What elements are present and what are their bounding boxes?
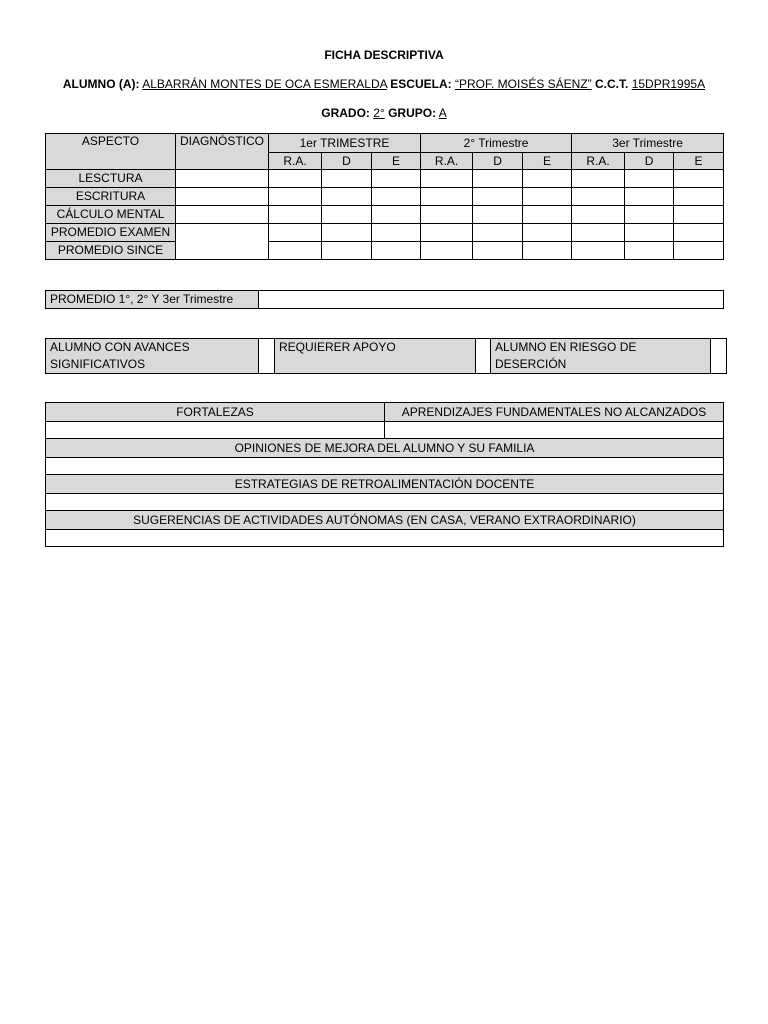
table-row bbox=[46, 188, 724, 206]
cct-label: C.C.T. bbox=[595, 77, 629, 91]
header-trimestre-2: 2° Trimestre bbox=[421, 134, 572, 153]
table-cell[interactable] bbox=[674, 242, 724, 260]
table-cell[interactable] bbox=[625, 224, 674, 242]
fortalezas-cell[interactable] bbox=[46, 422, 385, 439]
subheader-e: E bbox=[372, 153, 421, 170]
subheader-d: D bbox=[625, 153, 674, 170]
opiniones-cell[interactable] bbox=[46, 458, 724, 475]
header-aspecto: ASPECTO bbox=[46, 134, 176, 170]
table-cell[interactable] bbox=[421, 224, 473, 242]
row-label: PROMEDIO SINCE bbox=[46, 242, 176, 260]
aprendizajes-header: APRENDIZAJES FUNDAMENTALES NO ALCANZADOS bbox=[385, 403, 724, 422]
sugerencias-header: SUGERENCIAS DE ACTIVIDADES AUTÓNOMAS (EN CASA, VERANO EXTRAORDINARIO) bbox=[46, 511, 724, 530]
subheader-ra: R.A. bbox=[421, 153, 473, 170]
table-cell[interactable] bbox=[372, 224, 421, 242]
grupo-value: A bbox=[438, 106, 447, 120]
table-cell[interactable] bbox=[322, 170, 372, 188]
alumno-label: ALUMNO (A): bbox=[62, 77, 140, 91]
status-riesgo: ALUMNO EN RIESGO DE DESERCIÓN bbox=[491, 339, 711, 374]
table-cell[interactable] bbox=[421, 170, 473, 188]
table-cell[interactable] bbox=[176, 188, 269, 206]
table-cell[interactable] bbox=[473, 170, 523, 188]
table-cell[interactable] bbox=[269, 224, 322, 242]
table-cell[interactable] bbox=[572, 170, 625, 188]
table-cell[interactable] bbox=[473, 188, 523, 206]
table-cell[interactable] bbox=[421, 242, 473, 260]
grado-label: GRADO: bbox=[321, 106, 370, 120]
table-cell[interactable] bbox=[269, 188, 322, 206]
table-cell[interactable] bbox=[523, 188, 572, 206]
table-cell[interactable] bbox=[674, 188, 724, 206]
table-cell[interactable] bbox=[674, 224, 724, 242]
table-cell[interactable] bbox=[625, 242, 674, 260]
table-cell[interactable] bbox=[625, 188, 674, 206]
status-riesgo-checkbox[interactable] bbox=[711, 339, 727, 374]
escuela-value: “PROF. MOISÉS SÁENZ” bbox=[454, 77, 592, 91]
subheader-e: E bbox=[523, 153, 572, 170]
table-row bbox=[46, 224, 724, 242]
row-label: PROMEDIO EXAMEN bbox=[46, 224, 176, 242]
sugerencias-cell[interactable] bbox=[46, 530, 724, 547]
subheader-d: D bbox=[473, 153, 523, 170]
grade-info-line bbox=[0, 106, 768, 120]
table-cell[interactable] bbox=[322, 206, 372, 224]
table-cell[interactable] bbox=[372, 170, 421, 188]
row-label: CÁLCULO MENTAL bbox=[46, 206, 176, 224]
table-cell[interactable] bbox=[523, 206, 572, 224]
observations-table bbox=[45, 402, 724, 547]
opiniones-header: OPINIONES DE MEJORA DEL ALUMNO Y SU FAMILIA bbox=[46, 439, 724, 458]
subheader-ra: R.A. bbox=[572, 153, 625, 170]
document-title: FICHA DESCRIPTIVA bbox=[324, 48, 444, 62]
table-cell[interactable] bbox=[473, 224, 523, 242]
table-cell[interactable] bbox=[572, 206, 625, 224]
table-cell[interactable] bbox=[572, 188, 625, 206]
subheader-e: E bbox=[674, 153, 724, 170]
table-cell[interactable] bbox=[674, 206, 724, 224]
grado-value: 2° bbox=[373, 106, 385, 120]
table-cell[interactable] bbox=[372, 242, 421, 260]
subheader-d: D bbox=[322, 153, 372, 170]
table-cell[interactable] bbox=[269, 170, 322, 188]
table-cell[interactable] bbox=[523, 242, 572, 260]
fortalezas-header: FORTALEZAS bbox=[46, 403, 385, 422]
subheader-ra: R.A. bbox=[269, 153, 322, 170]
table-cell[interactable] bbox=[523, 224, 572, 242]
table-cell[interactable] bbox=[322, 242, 372, 260]
table-row bbox=[46, 206, 724, 224]
table-cell[interactable] bbox=[322, 188, 372, 206]
estrategias-cell[interactable] bbox=[46, 494, 724, 511]
table-cell[interactable] bbox=[372, 188, 421, 206]
table-cell[interactable] bbox=[421, 206, 473, 224]
table-cell[interactable] bbox=[372, 206, 421, 224]
evaluation-table bbox=[45, 133, 724, 260]
status-avances-checkbox[interactable] bbox=[259, 339, 275, 374]
table-cell[interactable] bbox=[625, 170, 674, 188]
table-cell[interactable] bbox=[473, 242, 523, 260]
header-diagnostico: DIAGNÓSTICO bbox=[176, 134, 269, 170]
table-cell[interactable] bbox=[523, 170, 572, 188]
status-apoyo-checkbox[interactable] bbox=[476, 339, 491, 374]
table-cell[interactable] bbox=[176, 224, 269, 260]
table-cell[interactable] bbox=[176, 206, 269, 224]
table-cell[interactable] bbox=[176, 170, 269, 188]
alumno-value: ALBARRÁN MONTES DE OCA ESMERALDA bbox=[142, 77, 387, 91]
table-cell[interactable] bbox=[473, 206, 523, 224]
header-trimestre-3: 3er Trimestre bbox=[572, 134, 724, 153]
table-cell[interactable] bbox=[674, 170, 724, 188]
table-cell[interactable] bbox=[421, 188, 473, 206]
status-apoyo: REQUIERER APOYO bbox=[275, 339, 476, 374]
table-cell[interactable] bbox=[572, 242, 625, 260]
row-label: ESCRITURA bbox=[46, 188, 176, 206]
grupo-label: GRUPO: bbox=[388, 106, 437, 120]
table-row bbox=[46, 170, 724, 188]
promedio-label: PROMEDIO 1°, 2° Y 3er Trimestre bbox=[46, 291, 259, 309]
table-row bbox=[46, 242, 724, 260]
estrategias-header: ESTRATEGIAS DE RETROALIMENTACIÓN DOCENTE bbox=[46, 475, 724, 494]
header-trimestre-1: 1er TRIMESTRE bbox=[269, 134, 421, 153]
aprendizajes-cell[interactable] bbox=[385, 422, 724, 439]
student-info-line bbox=[0, 77, 768, 91]
table-cell[interactable] bbox=[269, 206, 322, 224]
table-cell[interactable] bbox=[625, 206, 674, 224]
status-table bbox=[45, 338, 727, 374]
escuela-label: ESCUELA: bbox=[390, 77, 452, 91]
promedio-table bbox=[45, 290, 724, 309]
status-avances: ALUMNO CON AVANCES SIGNIFICATIVOS bbox=[46, 339, 259, 374]
row-label: LESCTURA bbox=[46, 170, 176, 188]
promedio-value-cell[interactable] bbox=[259, 291, 724, 309]
table-cell[interactable] bbox=[269, 242, 322, 260]
table-cell[interactable] bbox=[572, 224, 625, 242]
cct-value: 15DPR1995A bbox=[631, 77, 706, 91]
table-cell[interactable] bbox=[322, 224, 372, 242]
